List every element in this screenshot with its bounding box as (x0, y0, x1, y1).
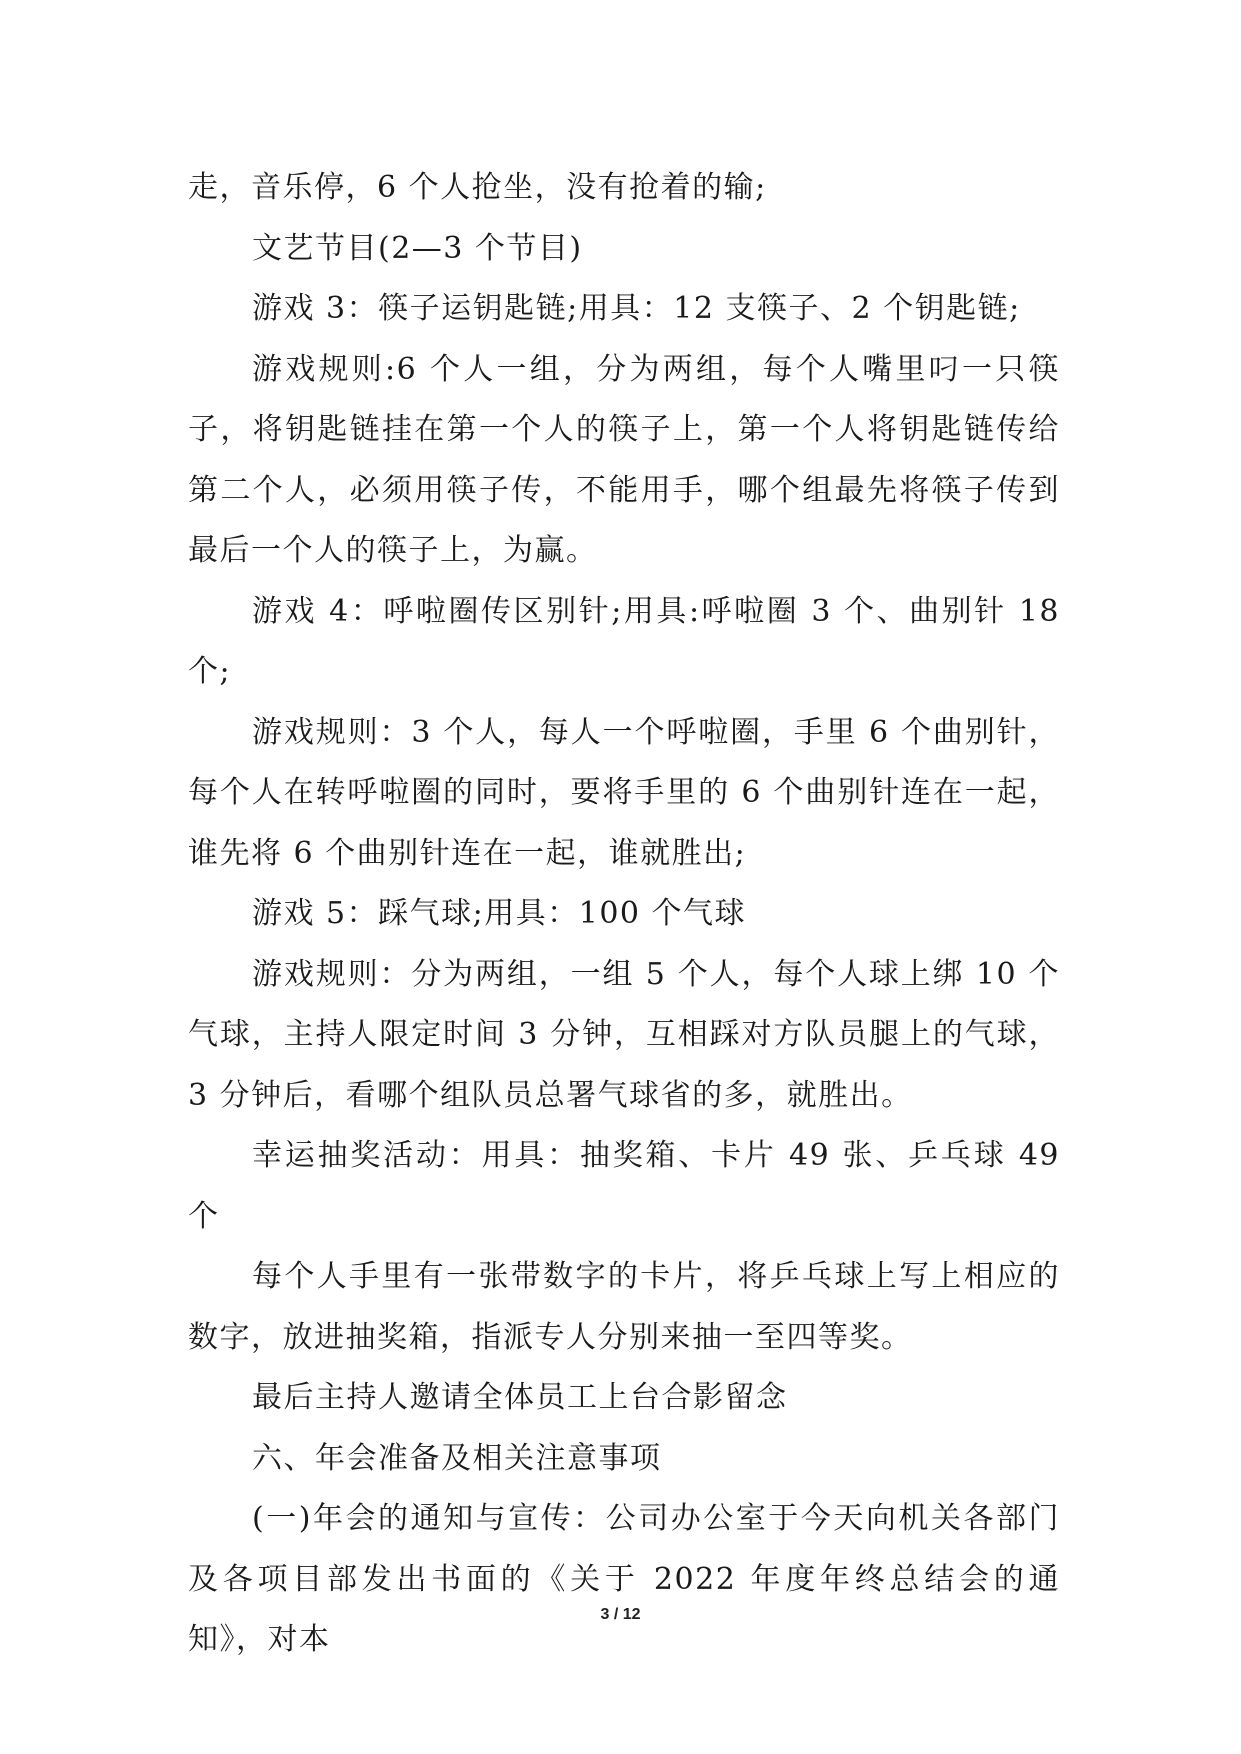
paragraph-game-4: 游戏 4：呼啦圈传区别针;用具:呼啦圈 3 个、曲别针 18 个; (188, 593, 1060, 689)
paragraph-game-3: 游戏 3：筷子运钥匙链;用具：12 支筷子、2 个钥匙链; (252, 291, 1021, 326)
paragraph-game-3-rules: 游戏规则:6 个人一组，分为两组，每个人嘴里叼一只筷子，将钥匙链挂在第一个人的筷子上，第一个人将钥匙链传给第二个人，必须用筷子传，不能用手，哪个组最先将筷子传到最后一个人的筷子上，为赢。 (188, 351, 1060, 568)
paragraph-lucky-draw-rules: 每个人手里有一张带数字的卡片，将乒乓球上写上相应的数字，放进抽奖箱，指派专人分别来抽一至四等奖。 (188, 1259, 1060, 1355)
paragraph-group-photo: 最后主持人邀请全体员工上台合影留念 (252, 1380, 788, 1415)
paragraph-lucky-draw: 幸运抽奖活动：用具：抽奖箱、卡片 49 张、乒乓球 49 个 (188, 1138, 1060, 1234)
paragraph-performance: 文艺节目(2—3 个节目) (252, 230, 583, 266)
paragraph-notice-publicity: (一)年会的通知与宣传：公司办公室于今天向机关各部门及各项目部发出书面的《关于 2022 年度年终总结会的通知》，对本 (188, 1501, 1060, 1657)
section-heading-preparation: 六、年会准备及相关注意事项 (252, 1440, 662, 1476)
page-number: 3 / 12 (600, 1606, 641, 1623)
paragraph-music-chair-end: 走，音乐停，6 个人抢坐，没有抢着的输; (188, 170, 767, 205)
paragraph-game-4-rules: 游戏规则：3 个人，每人一个呼啦圈，手里 6 个曲别针，每个人在转呼啦圈的同时，要将手里的 6 个曲别针连在一起，谁先将 6 个曲别针连在一起，谁就胜出; (188, 714, 1060, 871)
paragraph-game-5: 游戏 5：踩气球;用具：100 个气球 (252, 896, 747, 931)
paragraph-game-5-rules: 游戏规则：分为两组，一组 5 个人，每个人球上绑 10 个气球，主持人限定时间 3 分钟，互相踩对方队员腿上的气球，3 分钟后，看哪个组队员总署气球省的多，就胜出。 (188, 956, 1060, 1113)
document-body (188, 158, 1060, 1671)
